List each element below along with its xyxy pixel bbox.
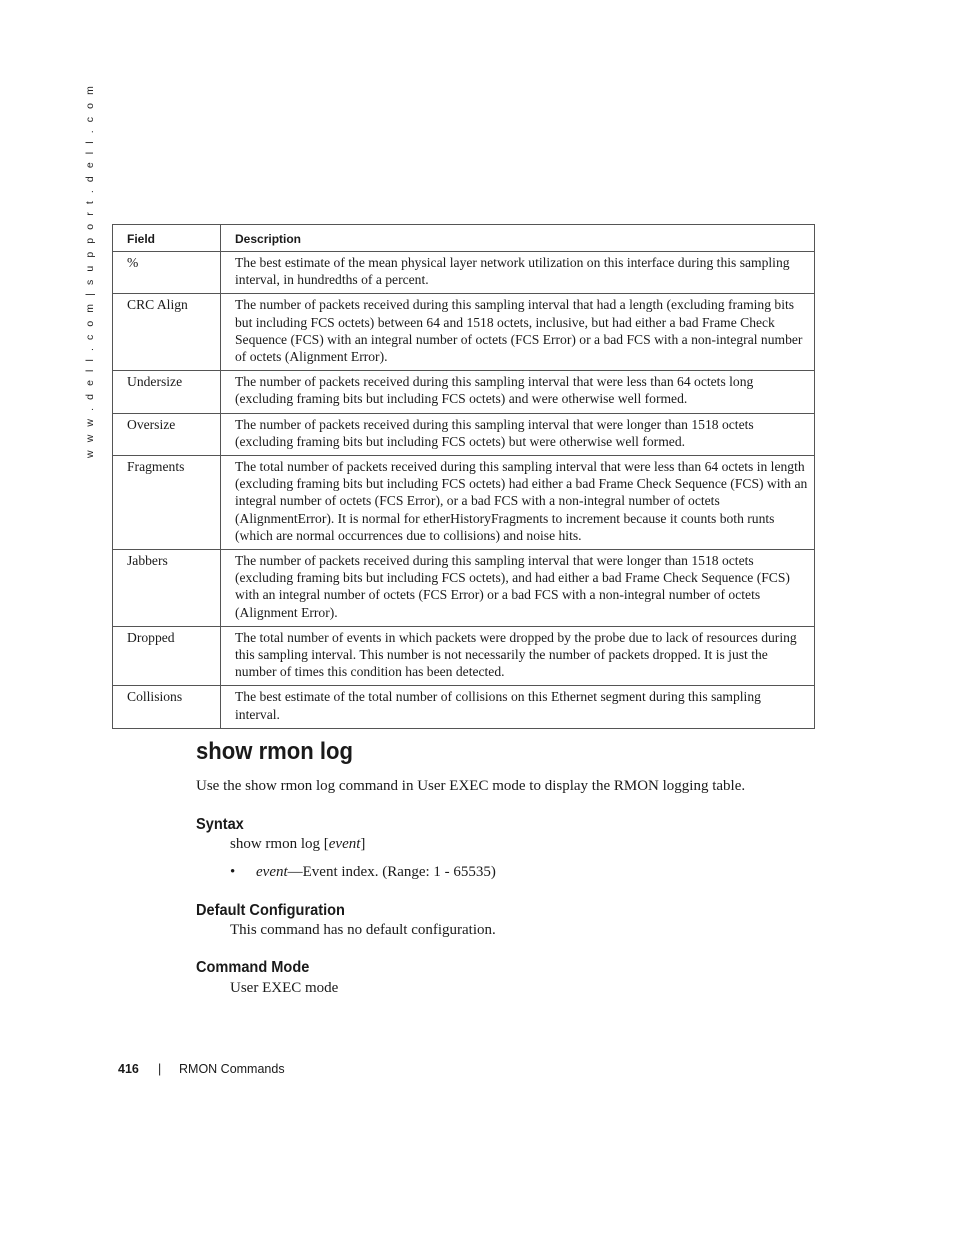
table-row (113, 686, 815, 728)
description-cell: The number of packets received during this sampling interval that had a length (excluding framing bits but including FCS octets) between 64 and 1518 octets, inclusive, but had either a bad Frame Check Sequence (FCS) with an integral number of octets (FCS Error) or a bad FCS with a non-integral number of octets (Alignment Error). (221, 294, 815, 371)
bullet-param: event (256, 864, 288, 880)
table-row (113, 413, 815, 455)
table-row (113, 371, 815, 413)
bullet-icon: • (230, 864, 236, 880)
table-row (113, 626, 815, 686)
intro-command: show rmon log (245, 778, 336, 794)
table-row (113, 550, 815, 627)
table-row (113, 456, 815, 550)
intro-suffix: command in User EXEC mode to display the RMON logging table. (335, 778, 746, 794)
field-cell: Undersize (113, 371, 221, 413)
field-cell: Jabbers (113, 550, 221, 627)
page-number: 416 (118, 1062, 139, 1076)
field-cell: Fragments (113, 456, 221, 550)
footer-section-name: RMON Commands (179, 1062, 285, 1076)
table-row (113, 252, 815, 294)
bullet-item (256, 864, 496, 881)
command-mode-heading: Command Mode (196, 959, 310, 976)
syntax-close-bracket: ] (360, 836, 366, 852)
table-row (113, 294, 815, 371)
default-config-text: This command has no default configuration. (230, 922, 496, 938)
syntax-param: event (328, 836, 361, 852)
description-cell: The best estimate of the total number of collisions on this Ethernet segment during this sampling interval. (221, 686, 815, 728)
field-cell: Collisions (113, 686, 221, 728)
default-config-heading: Default Configuration (196, 902, 345, 919)
description-cell: The number of packets received during this sampling interval that were longer than 1518 octets (excluding framing bits but including FCS octets) but were otherwise well formed. (221, 413, 815, 455)
description-cell: The number of packets received during this sampling interval that were less than 64 octets long (excluding framing bits but including FCS octets) and were otherwise well formed. (221, 371, 815, 413)
side-url-text: w w w . d e l l . c o m | s u p p o r t . d e l l . c o m (84, 83, 96, 458)
section-title: show rmon log (196, 738, 354, 765)
description-cell: The total number of packets received during this sampling interval that were less than 64 octets in length (excluding framing bits but including FCS octets) had either a bad Frame Check Sequence (FCS) with an integral number of octets (FCS Error), or a bad FCS with a non-integral number of octets (AlignmentError). It is normal for etherHistoryFragments to increment because it counts both runts (which are normal occurrences due to collisions) and noise hits. (221, 456, 815, 550)
syntax-open-bracket: [ (320, 836, 329, 852)
syntax-line (230, 836, 365, 853)
syntax-heading: Syntax (196, 816, 244, 833)
column-header-description: Description (221, 225, 815, 252)
bullet-text: —Event index. (Range: 1 - 65535) (287, 864, 496, 880)
command-mode-text: User EXEC mode (230, 980, 339, 996)
intro-prefix: Use the (196, 778, 246, 794)
page-footer (118, 1062, 285, 1076)
column-header-field: Field (113, 225, 221, 252)
field-cell: % (113, 252, 221, 294)
description-cell: The total number of events in which packets were dropped by the probe due to lack of resources during this sampling interval. This number is not necessarily the number of packets dropped. It is just the number of times this condition has been detected. (221, 626, 815, 686)
description-cell: The number of packets received during this sampling interval that were longer than 1518 octets (excluding framing bits but including FCS octets), and had either a bad Frame Check Sequence (FCS) with an integral number of octets (FCS Error) or a bad FCS with a non-integral number of octets (Alignment Error). (221, 550, 815, 627)
intro-paragraph (196, 778, 745, 795)
syntax-command: show rmon log (230, 836, 320, 852)
field-description-table (112, 224, 815, 729)
field-cell: CRC Align (113, 294, 221, 371)
field-cell: Oversize (113, 413, 221, 455)
field-cell: Dropped (113, 626, 221, 686)
description-cell: The best estimate of the mean physical layer network utilization on this interface during this sampling interval, in hundredths of a percent. (221, 252, 815, 294)
table-header-row (113, 225, 815, 252)
footer-separator: | (158, 1062, 162, 1076)
